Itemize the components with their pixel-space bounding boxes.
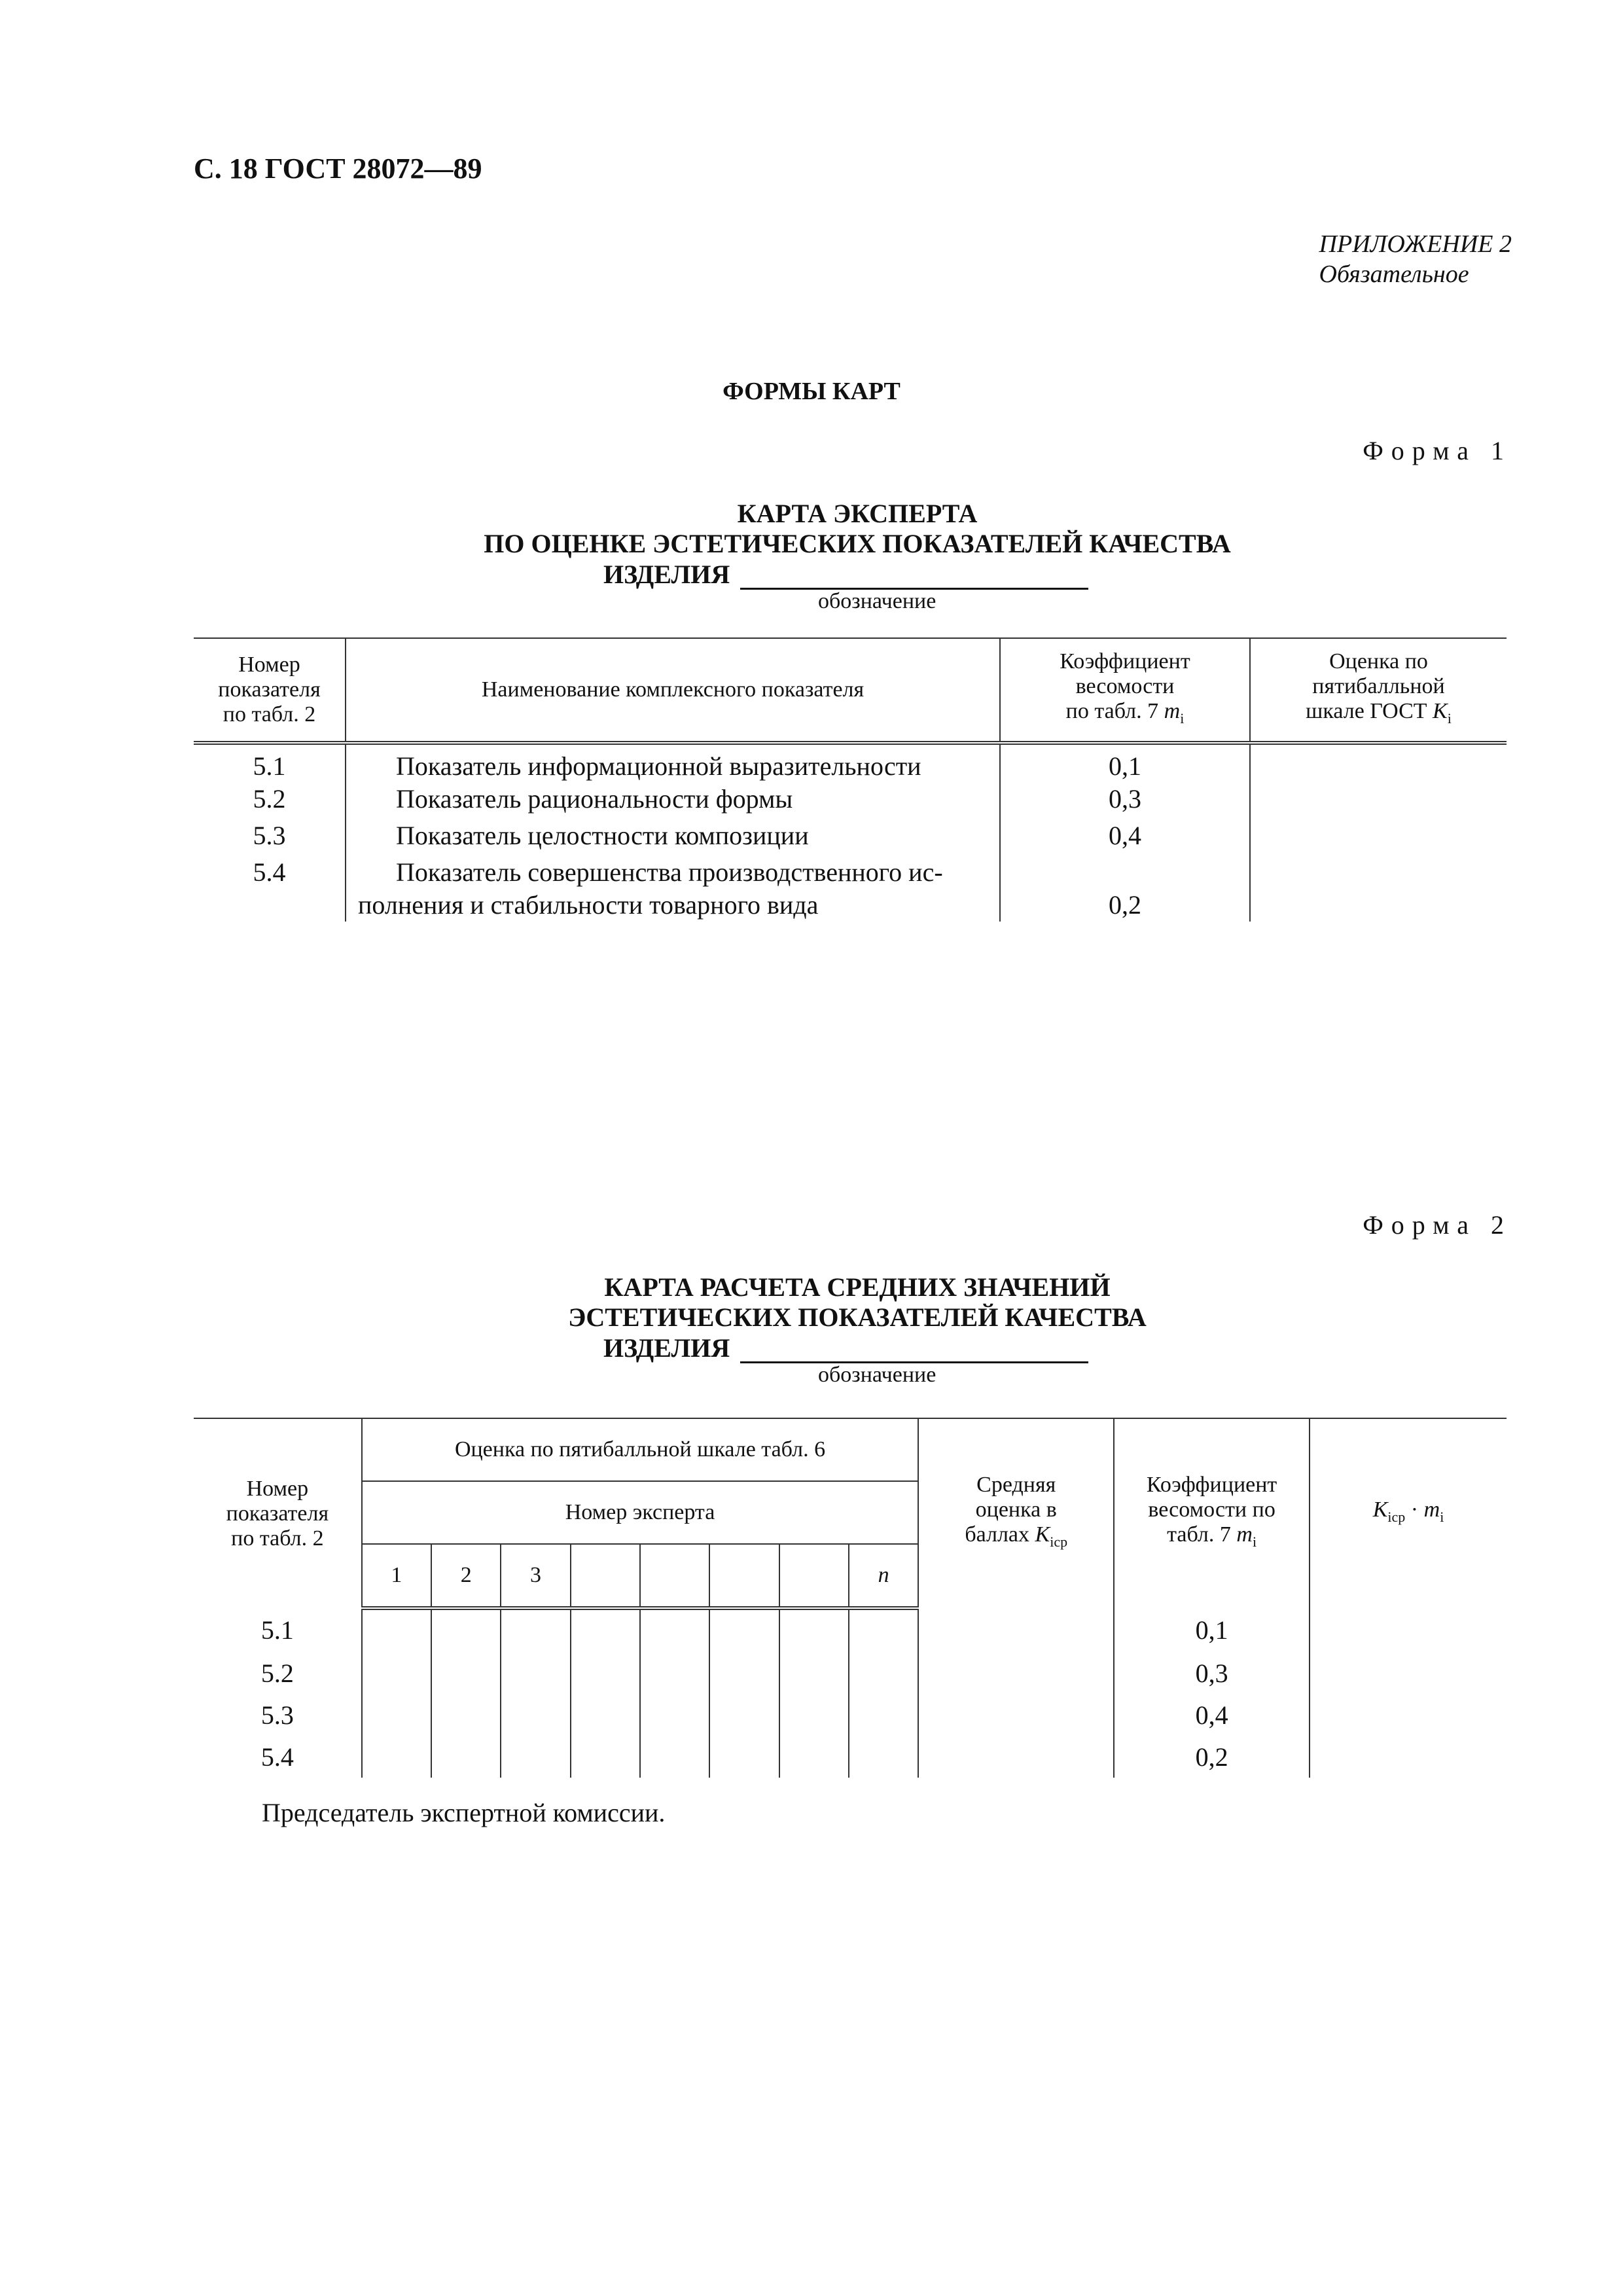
expert-col-6 xyxy=(709,1544,779,1608)
form2-title-line3: ИЗДЕЛИЯ xyxy=(603,1333,730,1363)
cell xyxy=(362,1736,431,1778)
expert-group-header: Номер эксперта xyxy=(362,1481,919,1544)
expert-col-1: 1 xyxy=(362,1544,431,1608)
row-number: 5.3 xyxy=(253,821,286,850)
row-coef: 0,4 xyxy=(1000,819,1250,856)
page-header: С. 18 ГОСТ 28072—89 xyxy=(194,152,482,185)
row-name: Показатель совершенства производственного ис- полнения и стабильности товарного вида xyxy=(346,856,1000,922)
cell xyxy=(1310,1694,1507,1736)
cell xyxy=(431,1652,501,1694)
cell xyxy=(571,1652,640,1694)
table-row xyxy=(194,743,1507,783)
cell xyxy=(362,1652,431,1694)
form1-label: Форма 1 xyxy=(1363,436,1512,465)
col-name-header: Наименование комплексного показателя xyxy=(346,638,1000,743)
expert-col-4 xyxy=(571,1544,640,1608)
cell xyxy=(501,1608,570,1652)
appendix-title: ПРИЛОЖЕНИЕ 2 xyxy=(1319,230,1512,258)
row-number: 5.4 xyxy=(260,1742,294,1772)
table-row xyxy=(194,1652,1507,1694)
row-coef: 0,4 xyxy=(1114,1694,1310,1736)
cell xyxy=(918,1608,1114,1652)
row-number: 5.2 xyxy=(253,784,286,814)
col-product-header: $K_{iср} \cdot m_i$ xyxy=(1310,1418,1507,1608)
row-number: 5.4 xyxy=(253,857,286,887)
cell xyxy=(501,1694,570,1736)
cell xyxy=(1310,1736,1507,1778)
row-coef: 0,2 xyxy=(1114,1736,1310,1778)
row-number: 5.2 xyxy=(260,1658,294,1688)
col-coef-header: Коэффициент весомости по табл. 7 $m_i$ xyxy=(1114,1418,1310,1608)
expert-col-3: 3 xyxy=(501,1544,570,1608)
table-row xyxy=(194,819,1507,856)
row-name: Показатель информационной выразительности xyxy=(346,743,1000,783)
footer-note: Председатель экспертной комиссии. xyxy=(262,1798,666,1827)
appendix-status: Обязательное xyxy=(1319,260,1469,288)
form2-title-line2: ЭСТЕТИЧЕСКИХ ПОКАЗАТЕЛЕЙ КАЧЕСТВА xyxy=(568,1302,1147,1332)
row-score xyxy=(1250,819,1507,856)
cell xyxy=(709,1694,779,1736)
cell xyxy=(849,1652,918,1694)
cell xyxy=(918,1652,1114,1694)
form2-designation-caption: обозначение xyxy=(818,1363,936,1387)
row-score xyxy=(1250,743,1507,783)
cell xyxy=(640,1652,709,1694)
form1-title-line2: ПО ОЦЕНКЕ ЭСТЕТИЧЕСКИХ ПОКАЗАТЕЛЕЙ КАЧЕСТВА xyxy=(484,529,1231,558)
form1-item-line xyxy=(603,559,1088,590)
form1-table xyxy=(194,637,1507,922)
row-score xyxy=(1250,783,1507,819)
expert-col-5 xyxy=(640,1544,709,1608)
row-number: 5.3 xyxy=(260,1700,294,1730)
row-coef: 0,3 xyxy=(1114,1652,1310,1694)
cell xyxy=(571,1608,640,1652)
form1-title xyxy=(0,499,1623,559)
form2-title-line1: КАРТА РАСЧЕТА СРЕДНИХ ЗНАЧЕНИЙ xyxy=(604,1272,1111,1302)
row-coef: 0,1 xyxy=(1000,743,1250,783)
cell xyxy=(1310,1652,1507,1694)
row-coef: 0,3 xyxy=(1000,783,1250,819)
cell xyxy=(779,1736,849,1778)
section-title: ФОРМЫ КАРТ xyxy=(722,378,901,405)
row-coef: 0,1 xyxy=(1114,1608,1310,1652)
cell xyxy=(779,1652,849,1694)
cell xyxy=(362,1694,431,1736)
cell xyxy=(431,1736,501,1778)
col-number-header: Номер показателя по табл. 2 xyxy=(194,1418,362,1608)
cell xyxy=(709,1736,779,1778)
cell xyxy=(1310,1608,1507,1652)
col-coef-header: Коэффициент весомости по табл. 7 $m_i$ xyxy=(1000,638,1250,743)
cell xyxy=(709,1652,779,1694)
cell xyxy=(918,1694,1114,1736)
table-row xyxy=(194,1694,1507,1736)
expert-col-n: n xyxy=(849,1544,918,1608)
cell xyxy=(918,1736,1114,1778)
form1-title-line1: КАРТА ЭКСПЕРТА xyxy=(737,499,978,528)
cell xyxy=(431,1694,501,1736)
expert-col-7 xyxy=(779,1544,849,1608)
cell xyxy=(571,1736,640,1778)
row-name: Показатель целостности композиции xyxy=(346,819,1000,856)
cell xyxy=(779,1694,849,1736)
form1-designation-blank xyxy=(740,564,1088,590)
cell xyxy=(501,1652,570,1694)
form2-title xyxy=(0,1272,1623,1333)
row-coef: 0,2 xyxy=(1000,856,1250,922)
row-number: 5.1 xyxy=(253,751,286,781)
form2-table xyxy=(194,1418,1507,1778)
col-score-header: Оценка по пятибалльной шкале ГОСТ $K_i$ xyxy=(1250,638,1507,743)
cell xyxy=(431,1608,501,1652)
cell xyxy=(849,1736,918,1778)
cell xyxy=(362,1608,431,1652)
row-name: Показатель рациональности формы xyxy=(346,783,1000,819)
cell xyxy=(501,1736,570,1778)
row-score xyxy=(1250,856,1507,922)
appendix-block xyxy=(1319,229,1512,289)
cell xyxy=(779,1608,849,1652)
expert-col-2: 2 xyxy=(431,1544,501,1608)
cell xyxy=(640,1736,709,1778)
cell xyxy=(849,1694,918,1736)
table-row xyxy=(194,1608,1507,1652)
form2-designation-blank xyxy=(740,1338,1088,1363)
col-avg-header: Средняя оценка в баллах $K_{iср}$ xyxy=(918,1418,1114,1608)
cell xyxy=(709,1608,779,1652)
cell xyxy=(640,1694,709,1736)
cell xyxy=(640,1608,709,1652)
form2-item-line xyxy=(603,1333,1088,1363)
score-group-header: Оценка по пятибалльной шкале табл. 6 xyxy=(362,1418,919,1481)
row-number: 5.1 xyxy=(260,1615,294,1645)
form1-title-line3: ИЗДЕЛИЯ xyxy=(603,560,730,589)
table-row xyxy=(194,783,1507,819)
col-number-header: Номер показателя по табл. 2 xyxy=(194,638,346,743)
form1-designation-caption: обозначение xyxy=(818,589,936,613)
table-row xyxy=(194,1736,1507,1778)
cell xyxy=(849,1608,918,1652)
cell xyxy=(571,1694,640,1736)
form2-label: Форма 2 xyxy=(1363,1210,1512,1240)
table-row xyxy=(194,856,1507,922)
